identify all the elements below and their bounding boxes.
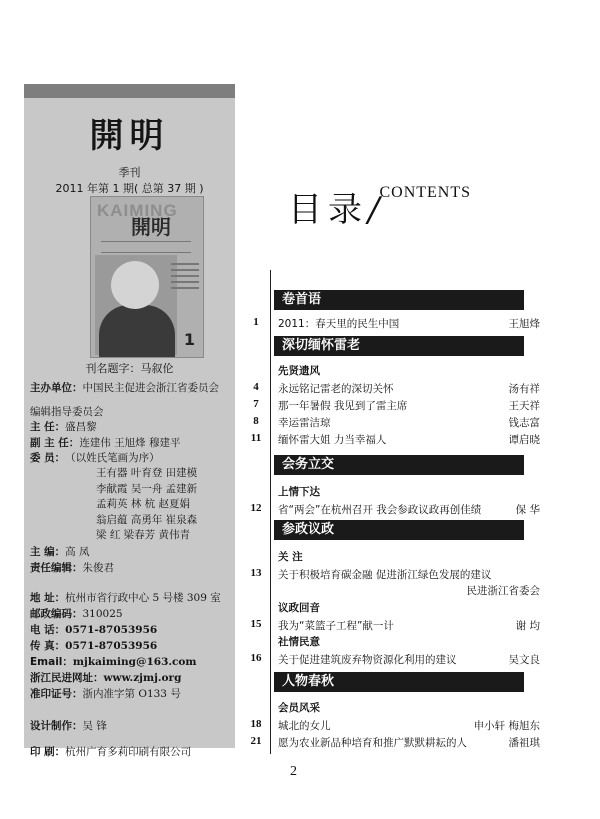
address-row: [30, 590, 221, 605]
responsible-editor-label: 责任编辑：: [30, 562, 83, 574]
phone-row: [30, 622, 157, 637]
editor-row: [30, 544, 90, 559]
sponsor-label: 主办单位：: [30, 382, 83, 394]
email-label: Email：: [30, 656, 73, 668]
entry-title[interactable]: 永远铭记雷老的深切关怀: [278, 383, 394, 395]
section-bar: 深切缅怀雷老: [274, 336, 524, 356]
cover-portrait: [95, 255, 177, 355]
entry-author: 钱志富: [508, 417, 540, 429]
frequency: 季刊: [118, 166, 141, 179]
vice-director-label: 副 主 任：: [30, 437, 80, 449]
email-value[interactable]: mjkaiming@163.com: [72, 656, 197, 668]
entry-page: 4: [253, 381, 259, 393]
entry-page: 1: [253, 316, 259, 328]
cover-issue-number: 1: [183, 330, 195, 349]
entry-page: 8: [253, 415, 259, 427]
section-subheading: 上情下达: [278, 486, 320, 498]
sponsor-value: 中国民主促进会浙江省委员会: [82, 382, 219, 394]
responsible-editor-row: [30, 560, 114, 575]
contents-divider: [270, 270, 271, 754]
address-value: 杭州市省行政中心 5 号楼 309 室: [65, 592, 221, 604]
entry-title[interactable]: 关于促进建筑废弃物资源化利用的建议: [278, 654, 457, 666]
cover-title-cn: 開明: [131, 215, 171, 239]
contents-heading: [288, 182, 471, 231]
entry-title[interactable]: 幸运雷洁琼: [278, 417, 331, 429]
entry-title[interactable]: 那一年暑假 我见到了雷主席: [278, 400, 408, 412]
printer-row: [30, 744, 191, 759]
postcode-row: [30, 606, 123, 621]
entry-author: 王旭烽: [508, 318, 540, 330]
entry-page: 12: [250, 502, 262, 514]
director-row: [30, 419, 97, 434]
entry-page: 21: [250, 735, 262, 747]
entry-author: 汤有祥: [508, 383, 540, 395]
website-value[interactable]: www.zjmj.org: [103, 672, 182, 684]
cover-thumbnail: [90, 196, 204, 358]
members-note: （以姓氏笔画为序）: [65, 452, 160, 464]
issue-info: 2011 年第 1 期( 总第 37 期 ): [55, 182, 204, 195]
entry-author: 谭启晓: [508, 434, 540, 446]
vice-director-value: 连建伟 王旭烽 穆建平: [79, 437, 181, 449]
entry-page: 11: [250, 432, 262, 444]
entry-title[interactable]: 省“两会”在杭州召开 我会参政议政再创佳绩: [278, 504, 482, 516]
website-row: [30, 670, 181, 685]
printer-label: 印 刷：: [30, 746, 66, 758]
entry-page: 15: [250, 618, 262, 630]
entry-title[interactable]: 愿为农业新品种培育和推广默默耕耘的人: [278, 737, 467, 749]
section-bar: 会务立交: [274, 455, 524, 475]
section-bar: 参政议政: [274, 520, 524, 540]
page-number: 2: [290, 764, 297, 779]
contents-title-cn: 目录: [288, 190, 368, 230]
member-line: 翁启蕴 高勇年 崔泉森: [96, 513, 198, 526]
section-bar: 卷首语: [274, 290, 524, 310]
section-subheading: 先贤遗风: [278, 365, 320, 377]
member-line: 王有器 叶育登 田建模: [96, 467, 198, 479]
member-line: 梁 红 梁春芳 黄伟青: [96, 529, 191, 542]
portrait-body: [99, 305, 175, 358]
cover-subtitle-rule: [101, 241, 191, 253]
fax-row: [30, 638, 157, 653]
entry-page: 16: [250, 652, 262, 664]
entry-author: 申小轩 梅旭东: [473, 720, 540, 732]
cover-text-lines: [171, 263, 199, 293]
responsible-editor-value: 朱俊君: [82, 562, 114, 574]
director-label: 主 任：: [30, 421, 66, 433]
entry-title[interactable]: 关于积极培育碳金融 促进浙江绿色发展的建议: [278, 569, 492, 581]
postcode-value: 310025: [82, 608, 123, 620]
entry-page: 13: [250, 567, 262, 579]
contents-title-en: CONTENTS: [379, 184, 472, 201]
member-line: 李献霞 吴一舟 孟建新: [96, 482, 198, 495]
postcode-label: 邮政编码：: [30, 608, 83, 620]
committee-heading: 编辑指导委员会: [30, 406, 104, 418]
permit-label: 准印证号：: [30, 688, 83, 700]
address-label: 地 址：: [30, 592, 66, 604]
portrait-head: [111, 261, 159, 309]
entry-page: 18: [250, 718, 262, 730]
masthead-sidebar: [24, 84, 235, 758]
entry-author: 保 华: [515, 504, 540, 516]
section-subheading: 会员风采: [278, 702, 320, 714]
design-label: 设计制作：: [30, 720, 83, 732]
phone-value: 0571-87053956: [65, 624, 158, 636]
director-value: 盛昌黎: [65, 421, 97, 433]
contents-slash: /: [368, 190, 380, 230]
design-value: 吴 锋: [82, 720, 107, 732]
section-subheading: 关 注: [278, 551, 303, 563]
fax-label: 传 真：: [30, 640, 66, 652]
entry-title[interactable]: 城北的女儿: [278, 720, 331, 732]
entry-title[interactable]: 缅怀雷大姐 力当幸福人: [278, 434, 387, 446]
cover-title-en: KAIMING: [97, 201, 178, 220]
email-row: [30, 654, 197, 669]
calligraphy-credit: 刊名题字：马叙伦: [85, 362, 174, 375]
entry-author: 潘祖琪: [508, 737, 540, 749]
entry-author: 谢 均: [515, 620, 540, 632]
section-subheading: 社情民意: [278, 636, 320, 648]
section-bar: 人物春秋: [274, 672, 524, 692]
entry-title[interactable]: 我为“菜篮子工程”献一计: [278, 620, 394, 632]
entry-author: 吴文良: [508, 654, 540, 666]
fax-value: 0571-87053956: [65, 640, 158, 652]
entry-author: 王天祥: [508, 400, 540, 412]
entry-title[interactable]: 2011：春天里的民生中国: [278, 318, 400, 330]
members-row: [30, 450, 160, 465]
permit-row: [30, 686, 181, 701]
member-line: 孟莉英 林 杭 赵夏娟: [96, 498, 191, 511]
magazine-title: 開明: [89, 116, 170, 156]
vice-director-row: [30, 435, 181, 450]
sidebar-top-bar: [24, 84, 235, 98]
permit-value: 浙内准字第 O133 号: [82, 688, 181, 700]
editor-label: 主 编：: [30, 546, 66, 558]
members-label: 委 员：: [30, 452, 66, 464]
entry-author: 民进浙江省委会: [466, 585, 540, 597]
sponsor-row: [30, 380, 219, 395]
section-subheading: 议政回音: [278, 602, 320, 614]
website-label: 浙江民进网址：: [30, 672, 104, 684]
printer-value: 杭州广育多莉印刷有限公司: [65, 746, 192, 758]
phone-label: 电 话：: [30, 624, 66, 636]
editor-value: 高 凤: [65, 546, 90, 558]
design-row: [30, 718, 107, 733]
member-list: [96, 466, 197, 544]
entry-page: 7: [253, 398, 259, 410]
